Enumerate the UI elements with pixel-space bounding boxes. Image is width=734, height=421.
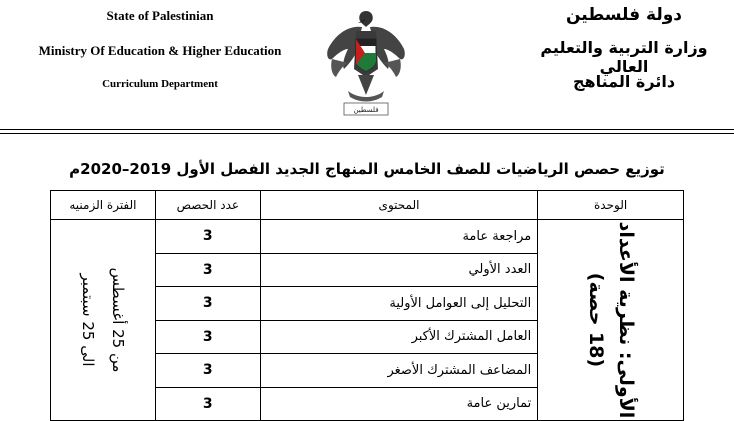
header-count: عدد الحصص — [155, 191, 260, 220]
state-en: State of Palestinian — [106, 8, 214, 23]
row-count: 3 — [155, 220, 260, 254]
department-ar: دائرة المناهج — [572, 72, 676, 91]
row-content: العدد الأولي — [260, 253, 538, 287]
emblem-label: فلسطين — [353, 106, 379, 114]
period-vertical-text — [73, 268, 133, 373]
row-count: 3 — [155, 287, 260, 321]
row-content: تمارين عامة — [260, 387, 538, 421]
header-period: الفترة الزمنيه — [51, 191, 156, 220]
row-content: المضاعف المشترك الأصغر — [260, 354, 538, 388]
page-title: توزيع حصص الرياضيات للصف الخامس المنهاج الجديد الفصل الأول 2019–2020م — [69, 160, 665, 178]
header-divider-bottom — [0, 133, 734, 134]
state-ar: دولة فلسطين — [565, 5, 683, 25]
palestine-eagle-emblem-icon — [318, 5, 414, 123]
row-content: مراجعة عامة — [260, 220, 538, 254]
department-en: Curriculum Department — [102, 78, 218, 90]
table-row — [51, 220, 684, 254]
unit-cell — [538, 220, 684, 421]
unit-name: الأولى: نظرية الأعداد — [614, 221, 637, 419]
header-divider-top — [0, 129, 734, 130]
unit-vertical-text — [581, 222, 641, 419]
header-unit: الوحدة — [538, 191, 684, 220]
unit-sessions: (18 حصة) — [584, 272, 607, 368]
row-count: 3 — [155, 320, 260, 354]
header-content: المحتوى — [260, 191, 538, 220]
period-start: من 25 أغسطس — [108, 267, 127, 373]
row-count: 3 — [155, 387, 260, 421]
row-count: 3 — [155, 354, 260, 388]
row-content: العامل المشترك الأكبر — [260, 320, 538, 354]
table-header-row — [51, 191, 684, 220]
period-end: الى 25 سبتمبر — [78, 273, 97, 367]
distribution-table — [50, 190, 684, 421]
row-content: التحليل إلى العوامل الأولية — [260, 287, 538, 321]
ministry-ar: وزارة التربية والتعليم العالي — [540, 38, 708, 76]
ministry-en: Ministry Of Education & Higher Education — [38, 43, 282, 58]
period-cell — [51, 220, 156, 421]
row-count: 3 — [155, 253, 260, 287]
